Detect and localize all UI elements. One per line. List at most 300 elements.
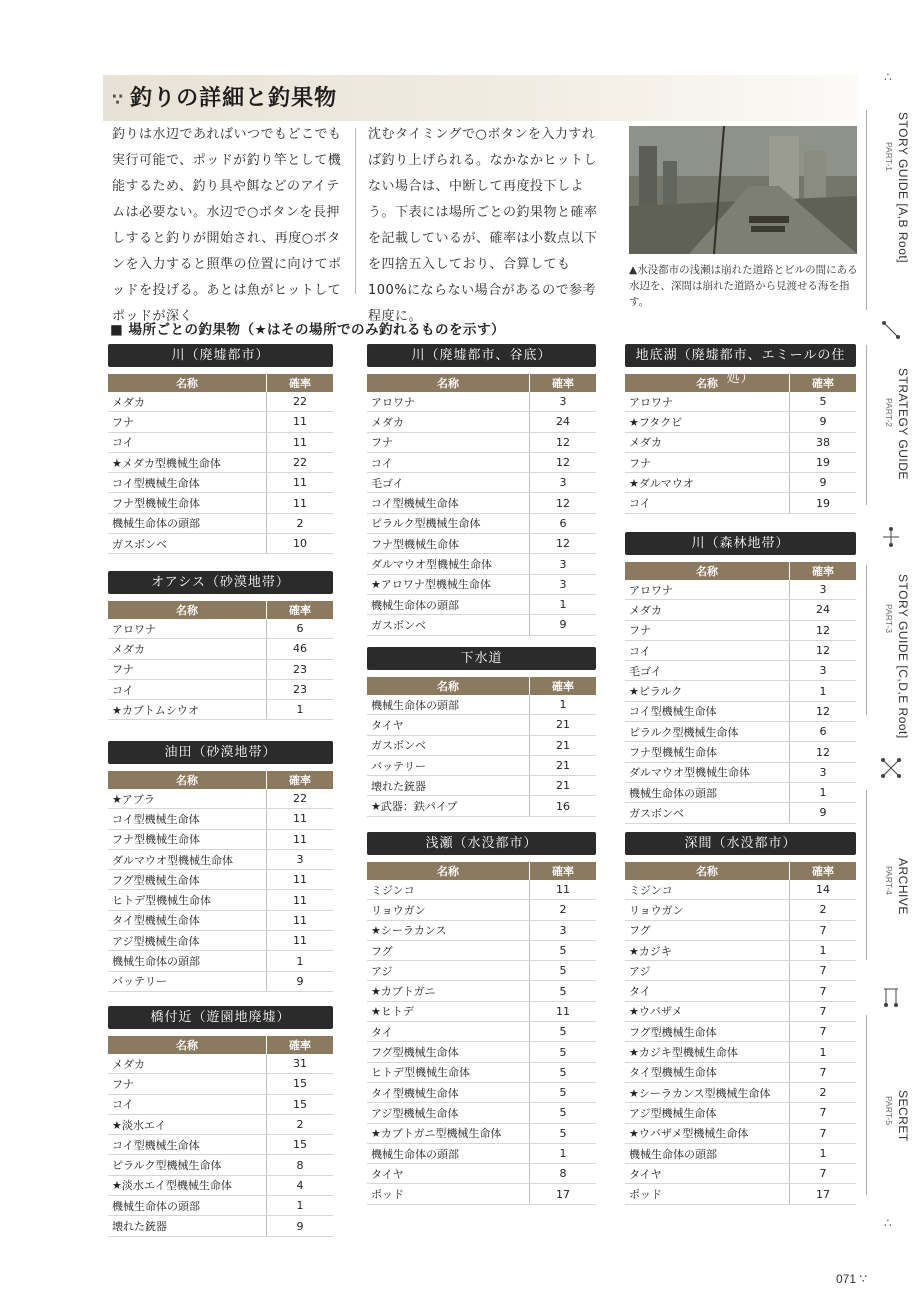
column-header-name: 名称 — [367, 374, 530, 392]
catch-rate: 24 — [790, 600, 857, 620]
catch-name: ピラルク型機械生命体 — [367, 513, 530, 533]
catch-rate: 1 — [530, 1143, 597, 1163]
catch-name: アジ — [625, 961, 790, 981]
table-row — [367, 1042, 596, 1062]
tab-archive[interactable] — [866, 858, 919, 958]
table-row — [625, 1123, 856, 1143]
table-row — [625, 432, 856, 452]
catch-rate: 5 — [790, 392, 857, 412]
catch-rate: 5 — [530, 1042, 597, 1062]
catch-rate: 3 — [530, 392, 597, 412]
catch-name: ★ウバザメ — [625, 1001, 790, 1021]
column-divider — [355, 128, 356, 294]
catch-name: タイ型機械生命体 — [625, 1062, 790, 1082]
catch-rate: 8 — [530, 1164, 597, 1184]
catch-rate: 11 — [267, 910, 334, 930]
tab-part: PART-1 — [884, 142, 894, 171]
table-row — [625, 1164, 856, 1184]
catch-rate: 7 — [790, 1103, 857, 1123]
table-row — [108, 619, 333, 639]
catch-table — [108, 1036, 333, 1237]
catch-name: ★フタクビ — [625, 412, 790, 432]
column-header-rate: 確率 — [530, 862, 597, 880]
table-row — [367, 880, 596, 900]
catch-rate: 7 — [790, 1062, 857, 1082]
table-row — [367, 493, 596, 513]
column-header-name: 名称 — [108, 601, 267, 619]
catch-table — [625, 374, 856, 514]
table-row — [108, 493, 333, 513]
table-title: 橋付近（遊園地廃墟） — [108, 1006, 333, 1029]
catch-rate: 19 — [790, 493, 857, 513]
catch-rate: 1 — [267, 1196, 334, 1216]
catch-rate: 15 — [267, 1135, 334, 1155]
catch-rate: 1 — [790, 1143, 857, 1163]
catch-name: メダカ — [367, 412, 530, 432]
catch-rate: 11 — [267, 870, 334, 890]
catch-rate: 12 — [790, 701, 857, 721]
table-row — [108, 513, 333, 533]
catch-name: アジ型機械生命体 — [108, 931, 267, 951]
catch-rate: 7 — [790, 1164, 857, 1184]
catch-rate: 1 — [267, 700, 334, 720]
table-row — [625, 981, 856, 1001]
catch-name: ★カブトムシウオ — [108, 700, 267, 720]
catch-name: メダカ — [108, 1054, 267, 1074]
catch-name: ★カジキ — [625, 940, 790, 960]
table-row — [625, 920, 856, 940]
table-title: 油田（砂漠地帯） — [108, 741, 333, 764]
table-row — [108, 1196, 333, 1216]
table-row — [108, 639, 333, 659]
table-river-ruined-city-valley — [367, 344, 596, 636]
catch-rate: 3 — [267, 849, 334, 869]
table-row — [367, 1022, 596, 1042]
catch-rate: 16 — [530, 796, 597, 816]
catch-name: タイヤ — [625, 1164, 790, 1184]
catch-name: タイ型機械生命体 — [108, 910, 267, 930]
catch-name: フナ — [367, 432, 530, 452]
catch-name: ★ダルマウオ — [625, 473, 790, 493]
catch-name: アロワナ — [367, 392, 530, 412]
column-header-rate: 確率 — [267, 374, 334, 392]
catch-rate: 12 — [790, 620, 857, 640]
catch-name: タイヤ — [367, 1164, 530, 1184]
table-row — [367, 1164, 596, 1184]
catch-rate: 31 — [267, 1054, 334, 1074]
section-title-text: 釣りの詳細と釣果物 — [130, 86, 338, 111]
catch-name: ダルマウオ型機械生命体 — [625, 762, 790, 782]
catch-name: ★淡水エイ — [108, 1114, 267, 1134]
catch-name: フナ — [108, 659, 267, 679]
catch-name: ★武器：鉄パイプ — [367, 796, 530, 816]
table-row — [108, 679, 333, 699]
catch-rate: 46 — [267, 639, 334, 659]
catch-name: コイ型機械生命体 — [108, 809, 267, 829]
table-row — [108, 700, 333, 720]
table-row — [625, 940, 856, 960]
catch-name: フナ型機械生命体 — [367, 534, 530, 554]
table-row — [625, 640, 856, 660]
table-row — [367, 574, 596, 594]
column-header-rate: 確率 — [267, 1036, 334, 1054]
table-row — [625, 782, 856, 802]
catch-name: 毛ゴイ — [625, 661, 790, 681]
catch-rate: 21 — [530, 755, 597, 775]
catch-rate: 5 — [530, 940, 597, 960]
catch-name: ミジンコ — [625, 880, 790, 900]
table-row — [625, 701, 856, 721]
tab-secret[interactable] — [866, 1090, 919, 1180]
catch-rate: 11 — [267, 829, 334, 849]
catch-rate: 7 — [790, 981, 857, 1001]
flooded-city-scene — [629, 126, 857, 254]
part-4-icon — [881, 985, 901, 1011]
catch-name: アロワナ — [625, 392, 790, 412]
catch-name: 機械生命体の頭部 — [108, 1196, 267, 1216]
catch-name: フグ — [367, 940, 530, 960]
table-row — [367, 1123, 596, 1143]
catch-name: メダカ — [625, 432, 790, 452]
catch-name: コイ — [367, 452, 530, 472]
catch-name: ★アロワナ型機械生命体 — [367, 574, 530, 594]
table-row — [367, 554, 596, 574]
table-title: 下水道 — [367, 647, 596, 670]
catch-rate: 9 — [267, 971, 334, 991]
catch-rate: 1 — [790, 681, 857, 701]
catch-rate: 7 — [790, 1001, 857, 1021]
section-title — [112, 81, 337, 112]
catch-rate: 11 — [267, 473, 334, 493]
table-row — [108, 789, 333, 809]
table-row — [625, 1184, 856, 1204]
table-row — [108, 1155, 333, 1175]
table-row — [108, 931, 333, 951]
catch-name: バッテリー — [108, 971, 267, 991]
catch-rate: 11 — [267, 493, 334, 513]
catch-name: ★シーラカンス型機械生命体 — [625, 1082, 790, 1102]
catch-name: アジ — [367, 961, 530, 981]
catch-name: リョウガン — [625, 900, 790, 920]
catch-rate: 17 — [790, 1184, 857, 1204]
part-3-icon — [881, 758, 901, 782]
table-row — [367, 1143, 596, 1163]
table-row — [367, 715, 596, 735]
column-header-rate: 確率 — [267, 601, 334, 619]
catch-rate: 21 — [530, 715, 597, 735]
catch-rate: 4 — [267, 1175, 334, 1195]
table-row — [108, 951, 333, 971]
table-row — [108, 1175, 333, 1195]
catch-name: 壊れた銃器 — [108, 1216, 267, 1236]
catch-name: フナ — [108, 412, 267, 432]
catch-rate: 22 — [267, 789, 334, 809]
catch-name: フグ型機械生命体 — [625, 1022, 790, 1042]
catch-rate: 21 — [530, 776, 597, 796]
catch-rate: 1 — [267, 951, 334, 971]
catch-rate: 9 — [267, 1216, 334, 1236]
catch-rate: 7 — [790, 961, 857, 981]
tab-label: ARCHIVE — [896, 858, 910, 915]
catch-name: ★ピラルク — [625, 681, 790, 701]
tab-story-guide-cde[interactable] — [866, 574, 919, 754]
part-1-icon — [881, 320, 901, 344]
table-row — [625, 392, 856, 412]
column-header-rate: 確率 — [790, 862, 857, 880]
table-row — [367, 755, 596, 775]
table-row — [367, 1001, 596, 1021]
catch-rate: 17 — [530, 1184, 597, 1204]
catch-rate: 1 — [530, 594, 597, 614]
catch-table — [108, 601, 333, 720]
catch-rate: 14 — [790, 880, 857, 900]
catch-rate: 12 — [530, 452, 597, 472]
table-row — [108, 432, 333, 452]
table-row — [625, 900, 856, 920]
tab-label: STRATEGY GUIDE — [896, 368, 910, 480]
table-row — [625, 600, 856, 620]
table-row — [367, 735, 596, 755]
table-row — [625, 452, 856, 472]
tab-story-guide-ab[interactable] — [866, 112, 919, 312]
catch-rate: 6 — [267, 619, 334, 639]
catch-rate: 5 — [530, 981, 597, 1001]
catch-table — [625, 862, 856, 1205]
table-title: オアシス（砂漠地帯） — [108, 571, 333, 594]
catch-name: フグ — [625, 920, 790, 940]
catch-name: バッテリー — [367, 755, 530, 775]
table-row — [625, 742, 856, 762]
catch-name: 毛ゴイ — [367, 473, 530, 493]
tab-strategy-guide[interactable] — [866, 368, 919, 508]
table-oasis-desert — [108, 571, 333, 720]
catch-name: アジ型機械生命体 — [367, 1103, 530, 1123]
table-row — [367, 940, 596, 960]
catch-rate: 3 — [530, 574, 597, 594]
table-row — [625, 961, 856, 981]
catch-name: フナ — [625, 452, 790, 472]
catch-name: 壊れた銃器 — [367, 776, 530, 796]
table-row — [625, 1042, 856, 1062]
table-row — [367, 594, 596, 614]
table-bridge-amusement-park — [108, 1006, 333, 1237]
catch-rate: 24 — [530, 412, 597, 432]
catch-rate: 6 — [790, 722, 857, 742]
table-depths-flooded-city — [625, 832, 856, 1205]
table-row — [367, 796, 596, 816]
catch-rate: 7 — [790, 1022, 857, 1042]
table-row — [108, 1094, 333, 1114]
catch-rate: 9 — [790, 803, 857, 823]
table-row — [625, 412, 856, 432]
table-row — [367, 776, 596, 796]
table-row — [367, 392, 596, 412]
tab-label: STORY GUIDE [A,B Root] — [896, 112, 910, 264]
catch-rate: 12 — [790, 640, 857, 660]
table-row — [625, 762, 856, 782]
table-row — [367, 1062, 596, 1082]
intro-paragraph-1: 釣りは水辺であればいつでもどこでも実行可能で、ポッドが釣り竿として機能するため、釣り具や餌などのアイテムは必要ない。水辺で○ボタンを長押しすると釣りが開始され、再度○ボタンを入力すると照準の位置に向けてポッドを投げる。あとは魚がヒットしてポッドが深く — [112, 127, 342, 324]
table-title: 地底湖（廃墟都市、エミールの住処） — [625, 344, 856, 367]
column-header-rate: 確率 — [530, 677, 597, 695]
catch-name: ガスボンベ — [367, 735, 530, 755]
table-row — [367, 1184, 596, 1204]
catch-name: メダカ — [108, 639, 267, 659]
catch-rate: 5 — [530, 1062, 597, 1082]
column-header-rate: 確率 — [790, 562, 857, 580]
table-row — [625, 1143, 856, 1163]
catch-rate: 7 — [790, 920, 857, 940]
catch-name: ミジンコ — [367, 880, 530, 900]
catch-name: 機械生命体の頭部 — [367, 1143, 530, 1163]
table-title: 川（廃墟都市、谷底） — [367, 344, 596, 367]
catch-name: ガスボンベ — [108, 534, 267, 554]
catch-rate: 6 — [530, 513, 597, 533]
catch-rate: 15 — [267, 1094, 334, 1114]
catch-name: フナ型機械生命体 — [108, 493, 267, 513]
catch-name: メダカ — [108, 392, 267, 412]
column-header-name: 名称 — [625, 374, 790, 392]
catch-name: フナ — [108, 1074, 267, 1094]
column-header-rate: 確率 — [530, 374, 597, 392]
catch-rate: 22 — [267, 392, 334, 412]
table-row — [625, 1022, 856, 1042]
catch-name: アロワナ — [625, 580, 790, 600]
catch-name: アロワナ — [108, 619, 267, 639]
table-row — [108, 890, 333, 910]
catch-rate: 3 — [790, 580, 857, 600]
side-decoration-top: ∴ — [884, 70, 892, 84]
catch-table — [367, 862, 596, 1205]
table-title: 川（廃墟都市） — [108, 344, 333, 367]
catch-name: ★カジキ型機械生命体 — [625, 1042, 790, 1062]
catch-name: ★ウバザメ型機械生命体 — [625, 1123, 790, 1143]
catch-rate: 5 — [530, 1082, 597, 1102]
catch-name: タイ — [367, 1022, 530, 1042]
page-number-text: 071 — [836, 1272, 857, 1286]
catch-name: メダカ — [625, 600, 790, 620]
catch-name: ピラルク型機械生命体 — [625, 722, 790, 742]
catch-rate: 11 — [267, 890, 334, 910]
table-river-ruined-city — [108, 344, 333, 554]
tab-part: PART-2 — [884, 398, 894, 427]
catch-rate: 21 — [530, 735, 597, 755]
catch-rate: 3 — [790, 661, 857, 681]
photo-caption: ▲水没都市の浅瀬は崩れた道路とビルの間にある水辺を、深間は崩れた道路から見渡せる海を指す。 — [629, 264, 858, 308]
part-2-icon — [881, 526, 901, 552]
table-row — [108, 392, 333, 412]
table-row — [367, 695, 596, 715]
table-shallows-flooded-city — [367, 832, 596, 1205]
page-number — [836, 1272, 867, 1286]
column-header-name: 名称 — [367, 862, 530, 880]
table-row — [625, 493, 856, 513]
page-number-mark: ∵ — [859, 1272, 868, 1286]
table-title: 深間（水没都市） — [625, 832, 856, 855]
catch-name: コイ — [108, 1094, 267, 1114]
catch-rate: 1 — [790, 1042, 857, 1062]
table-row — [625, 880, 856, 900]
table-row — [367, 961, 596, 981]
catch-rate: 38 — [790, 432, 857, 452]
catch-rate: 11 — [530, 1001, 597, 1021]
catch-name: タイ型機械生命体 — [367, 1082, 530, 1102]
catch-rate: 5 — [530, 1022, 597, 1042]
table-row — [367, 920, 596, 940]
catch-name: ダルマウオ型機械生命体 — [367, 554, 530, 574]
catch-name: コイ型機械生命体 — [108, 473, 267, 493]
table-row — [108, 1114, 333, 1134]
catch-rate: 11 — [530, 880, 597, 900]
table-row — [367, 1082, 596, 1102]
column-header-rate: 確率 — [790, 374, 857, 392]
section-marker: ∵ — [112, 90, 125, 109]
catch-rate: 15 — [267, 1074, 334, 1094]
catch-rate: 9 — [790, 412, 857, 432]
table-oilfield-desert — [108, 741, 333, 992]
table-row — [108, 910, 333, 930]
column-header-name: 名称 — [108, 1036, 267, 1054]
catch-rate: 11 — [267, 809, 334, 829]
table-row — [108, 473, 333, 493]
table-row — [625, 1082, 856, 1102]
table-row — [367, 452, 596, 472]
catch-name: ★カブトガニ — [367, 981, 530, 1001]
catch-name: ヒトデ型機械生命体 — [108, 890, 267, 910]
table-row — [367, 981, 596, 1001]
catch-table — [108, 771, 333, 992]
table-row — [108, 971, 333, 991]
catch-name: フナ型機械生命体 — [625, 742, 790, 762]
table-row — [367, 473, 596, 493]
catch-name: フナ — [625, 620, 790, 640]
table-row — [625, 580, 856, 600]
table-row — [108, 809, 333, 829]
catch-rate: 12 — [530, 432, 597, 452]
table-row — [108, 534, 333, 554]
column-header-name: 名称 — [108, 771, 267, 789]
table-underground-lake — [625, 344, 856, 514]
intro-paragraph-2: 沈むタイミングで○ボタンを入力すれば釣り上げられる。なかなかヒットしない場合は、中断して再度投下しよう。下表には場所ごとの釣果物と確率を記載しているが、確率は小数点以下を四捨五入しており、合算しても100%にならない場合があるので参考程度に。 — [368, 127, 598, 324]
catch-rate: 5 — [530, 961, 597, 981]
table-row — [367, 513, 596, 533]
table-row — [108, 1216, 333, 1236]
catch-name: 機械生命体の頭部 — [625, 1143, 790, 1163]
table-row — [108, 659, 333, 679]
table-row — [625, 473, 856, 493]
catch-rate: 12 — [530, 493, 597, 513]
catch-rate: 3 — [790, 762, 857, 782]
catch-name: ガスボンベ — [367, 615, 530, 635]
catch-name: ★アブラ — [108, 789, 267, 809]
tab-part: PART-5 — [884, 1096, 894, 1125]
table-row — [108, 452, 333, 472]
catch-name: コイ型機械生命体 — [108, 1135, 267, 1155]
catch-rate: 11 — [267, 412, 334, 432]
catch-name: ポッド — [367, 1184, 530, 1204]
tab-label: SECRET — [896, 1090, 910, 1142]
catch-rate: 5 — [530, 1123, 597, 1143]
table-row — [625, 803, 856, 823]
column-header-name: 名称 — [625, 862, 790, 880]
table-river-forest — [625, 532, 856, 824]
catch-rate: 11 — [267, 432, 334, 452]
catch-rate: 23 — [267, 659, 334, 679]
catch-name: フグ型機械生命体 — [108, 870, 267, 890]
catch-name: フナ型機械生命体 — [108, 829, 267, 849]
table-row — [367, 1103, 596, 1123]
catch-rate: 1 — [530, 695, 597, 715]
